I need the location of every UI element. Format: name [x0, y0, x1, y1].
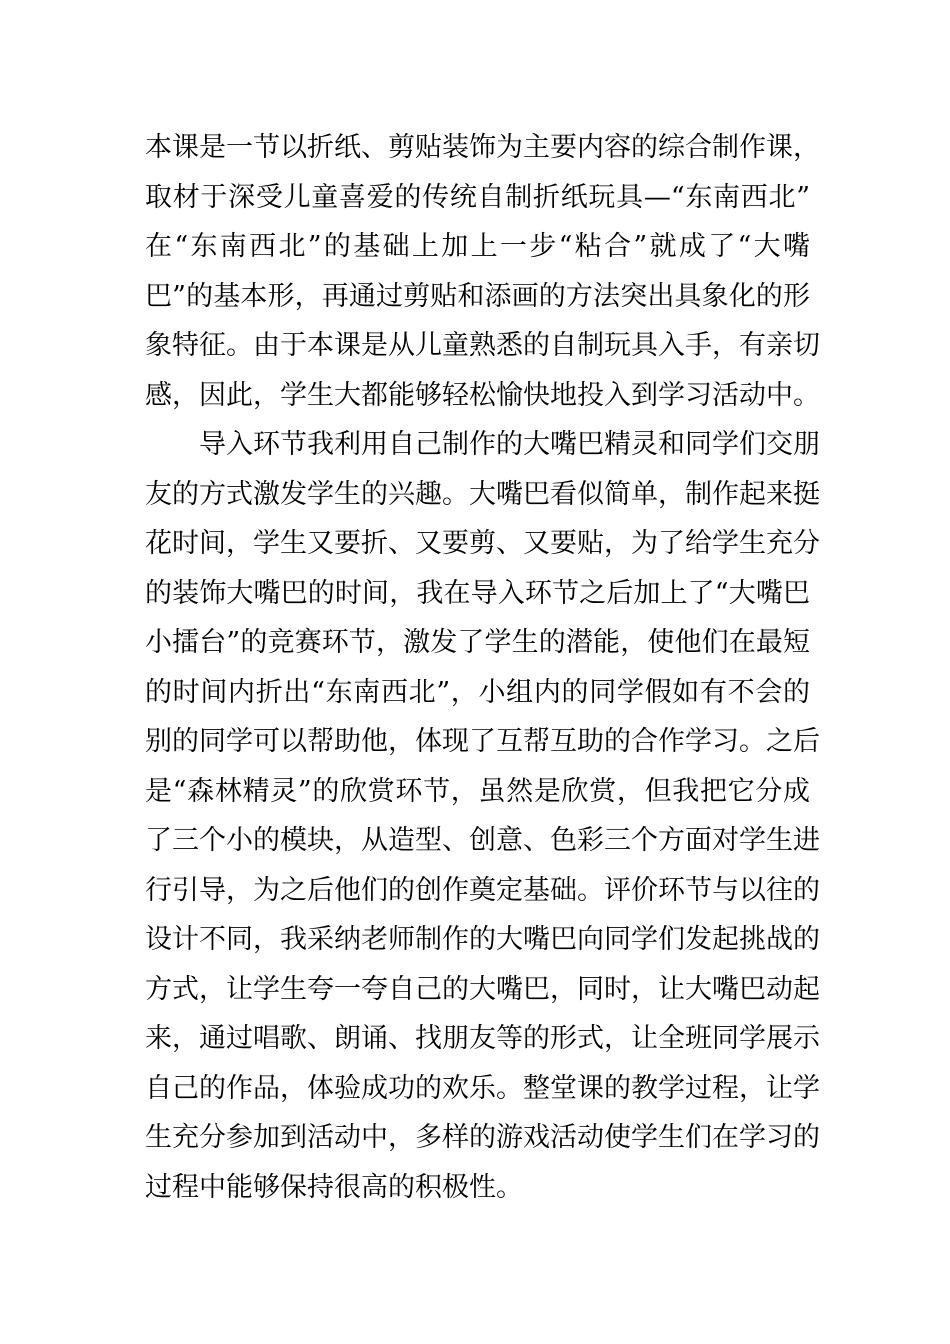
- text-line: 别的同学可以帮助他，体现了互帮互助的合作学习。之后: [145, 726, 820, 757]
- text-line: 自己的作品，体验成功的欢乐。整堂课的教学过程，让学: [145, 1072, 820, 1104]
- text-line: 设计不同，我采纳老师制作的大嘴巴向同学们发起挑战的: [145, 924, 820, 955]
- paragraph-1: [145, 123, 820, 420]
- text-line: 的时间内折出“东南西北”，小组内的同学假如有不会的: [145, 676, 810, 708]
- text-line: 方式，让学生夸一夸自己的大嘴巴，同时，让大嘴巴动起: [145, 973, 820, 1005]
- paragraph-2: [145, 420, 820, 1212]
- text-line: 是“森林精灵”的欣赏环节，虽然是欣赏，但我把它分成: [145, 775, 810, 807]
- text-line: 友的方式激发学生的兴趣。大嘴巴看似简单，制作起来挺: [145, 478, 820, 510]
- text-line: 小擂台”的竞赛环节，激发了学生的潜能，使他们在最短: [145, 627, 810, 658]
- text-line: 象特征。由于本课是从儿童熟悉的自制玩具入手，有亲切: [145, 330, 820, 361]
- text-line: 巴”的基本形，再通过剪贴和添画的方法突出具象化的形: [145, 280, 810, 312]
- text-line: 的装饰大嘴巴的时间，我在导入环节之后加上了“大嘴巴: [145, 577, 810, 609]
- text-line: 来，通过唱歌、朗诵、找朋友等的形式，让全班同学展示: [145, 1023, 820, 1054]
- body-text: [145, 123, 820, 1212]
- text-line: 花时间，学生又要折、又要剪、又要贴，为了给学生充分: [145, 528, 820, 559]
- text-line: 了三个小的模块，从造型、创意、色彩三个方面对学生进: [145, 825, 820, 856]
- text-line: 取材于深受儿童喜爱的传统自制折纸玩具—“东南西北”: [145, 181, 810, 213]
- text-line: 行引导，为之后他们的创作奠定基础。评价环节与以往的: [145, 874, 820, 906]
- text-line: 过程中能够保持很高的积极性。: [145, 1171, 523, 1203]
- text-line: 在“东南西北”的基础上加上一步“粘合”就成了“大嘴: [145, 231, 810, 262]
- text-line: 生充分参加到活动中，多样的游戏活动使学生们在学习的: [145, 1122, 820, 1153]
- text-line: 本课是一节以折纸、剪贴装饰为主要内容的综合制作课，: [145, 132, 820, 163]
- text-line: 感，因此，学生大都能够轻松愉快地投入到学习活动中。: [145, 379, 820, 411]
- text-line: 导入环节我利用自己制作的大嘴巴精灵和同学们交朋: [199, 429, 820, 460]
